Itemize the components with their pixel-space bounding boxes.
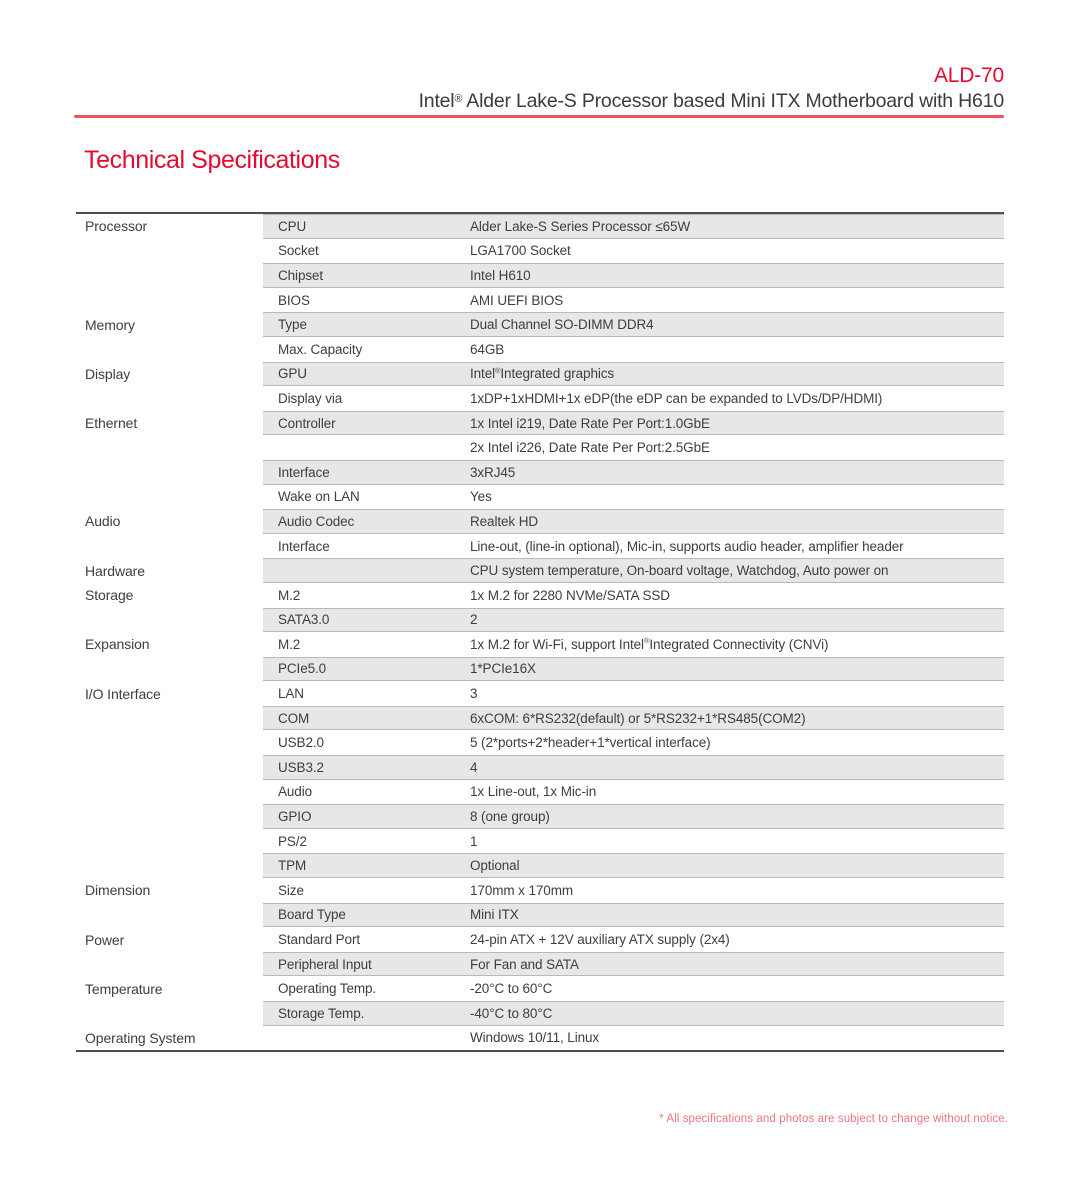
table-row [76,362,1004,387]
row-value: 8 (one group) [470,809,550,825]
row-value: Line-out, (line-in optional), Mic-in, supports audio header, amplifier header [470,538,904,554]
row-value: LGA1700 Socket [470,243,571,259]
row-value: Alder Lake-S Series Processor ≤65W [470,218,691,234]
row-label: Socket [278,243,319,259]
row-category [76,1001,263,1026]
row-category: Audio [76,509,263,534]
table-row [76,583,1004,608]
row-value: Intel ® Integrated graphics [470,365,615,382]
table-row [76,460,1004,485]
row-value: 6xCOM: 6*RS232(default) or 5*RS232+1*RS485(COM2) [470,710,806,726]
row-label: Chipset [278,267,324,283]
row-label: Peripheral Input [278,956,372,972]
row-band [263,435,1004,460]
row-band [263,263,1004,288]
row-band [263,534,1004,559]
row-label: Audio Codec [278,513,355,529]
row-value: 24-pin ATX + 12V auxiliary ATX supply (2x4) [470,932,730,948]
row-value: 1xDP+1xHDMI+1x eDP(the eDP can be expanded to LVDs/DP/HDMI) [470,390,883,406]
table-row [76,435,1004,460]
row-category [76,730,263,755]
row-band [263,411,1004,436]
table-row [76,337,1004,362]
row-value: -20°C to 60°C [470,981,553,997]
row-label: Display via [278,390,343,406]
row-band [263,730,1004,755]
spec-table [76,212,1004,1052]
table-row [76,903,1004,928]
table-row [76,288,1004,313]
row-category: Ethernet [76,411,263,436]
row-label: Controller [278,415,336,431]
row-value: Dual Channel SO-DIMM DDR4 [470,317,654,333]
row-band [263,681,1004,706]
table-row [76,263,1004,288]
table-row [76,608,1004,633]
table-row [76,730,1004,755]
table-row [76,1001,1004,1026]
row-category: Memory [76,312,263,337]
row-category [76,386,263,411]
row-category: Power [76,927,263,952]
row-category: Expansion [76,632,263,657]
table-row [76,411,1004,436]
row-label: SATA3.0 [278,612,330,628]
row-value: 2x Intel i226, Date Rate Per Port:2.5GbE [470,440,710,456]
row-band [263,1001,1004,1026]
row-band [263,312,1004,337]
row-band [263,780,1004,805]
row-value: 3 [470,686,478,702]
row-category [76,706,263,731]
table-row [76,1026,1004,1051]
row-band [263,632,1004,657]
row-label [263,558,470,583]
row-value: 1 [470,833,478,849]
table-row [76,214,1004,239]
table-row [76,312,1004,337]
row-category: Dimension [76,878,263,903]
row-label: Interface [278,464,330,480]
row-band [263,460,1004,485]
row-category [76,337,263,362]
row-category [76,460,263,485]
row-value: 1x Intel i219, Date Rate Per Port:1.0GbE [470,415,710,431]
row-value: 1*PCIe16X [470,661,536,677]
table-row [76,755,1004,780]
row-category [76,239,263,264]
row-value: Yes [470,489,492,505]
row-label: CPU [278,218,307,234]
row-label: Size [278,882,304,898]
table-row [76,534,1004,559]
row-category [76,780,263,805]
row-category: Storage [76,583,263,608]
row-value: 1x M.2 for 2280 NVMe/SATA SSD [470,587,670,603]
row-label: Storage Temp. [278,1005,365,1021]
row-value: Mini ITX [470,907,519,923]
row-category: Temperature [76,976,263,1001]
row-category [76,608,263,633]
row-category: Display [76,362,263,387]
row-band [263,608,1004,633]
table-row [76,558,1004,583]
row-label: Audio [278,784,313,800]
row-value: Windows 10/11, Linux [470,1030,600,1046]
row-band [263,976,1004,1001]
row-label: TPM [278,858,307,874]
row-category [76,903,263,928]
row-band [263,1026,1004,1051]
row-band [263,878,1004,903]
page-subtitle: Intel® Alder Lake-S Processor based Mini ITX Motherboard with H610 [418,90,1004,112]
table-row [76,239,1004,264]
row-category [76,952,263,977]
row-label: M.2 [278,587,301,603]
row-label: GPIO [278,809,312,825]
table-row [76,927,1004,952]
row-value: 3xRJ45 [470,464,516,480]
section-title: Technical Specifications [84,146,340,174]
table-row [76,632,1004,657]
row-value: 1x M.2 for Wi-Fi, support Intel ® Integrated Connectivity (CNVi) [470,636,829,652]
row-band [263,706,1004,731]
table-row [76,706,1004,731]
row-band [263,927,1004,952]
row-band [263,509,1004,534]
row-value: CPU system temperature, On-board voltage, Watchdog, Auto power on [470,563,889,579]
row-label: Operating Temp. [278,981,377,997]
row-category [76,534,263,559]
table-row [76,657,1004,682]
row-label: Max. Capacity [278,341,363,357]
footnote: * All specifications and photos are subject to change without notice. [659,1113,1008,1125]
row-label: Type [278,317,307,333]
row-band [263,952,1004,977]
row-value: 2 [470,612,478,628]
row-label: Board Type [278,907,346,923]
row-label: COM [278,710,310,726]
row-label: USB3.2 [278,759,324,775]
table-row [76,509,1004,534]
row-label: USB2.0 [278,735,324,751]
row-band [263,583,1004,608]
row-label: M.2 [278,636,301,652]
table-row [76,386,1004,411]
row-category [76,657,263,682]
table-row [76,878,1004,903]
row-label: PS/2 [278,833,307,849]
row-category: Processor [76,214,263,239]
row-band [263,239,1004,264]
row-label: GPU [278,366,307,382]
row-label: Standard Port [278,932,361,948]
row-value: 170mm x 170mm [470,882,573,898]
row-value: 4 [470,759,478,775]
row-value: Realtek HD [470,513,539,529]
row-band [263,829,1004,854]
row-category [76,829,263,854]
row-label: Wake on LAN [278,489,360,505]
product-model: ALD-70 [933,64,1004,87]
table-row [76,485,1004,510]
row-category [76,435,263,460]
row-band [263,386,1004,411]
row-category [76,485,263,510]
row-value: Optional [470,858,520,874]
table-row [76,976,1004,1001]
table-row [76,952,1004,977]
row-band [263,903,1004,928]
row-category [76,288,263,313]
header-underline [74,115,1004,118]
row-band [263,755,1004,780]
row-band [263,362,1004,387]
row-category: I/O Interface [76,681,263,706]
row-value: AMI UEFI BIOS [470,292,564,308]
row-category: Hardware [76,558,263,583]
row-value: 1x Line-out, 1x Mic-in [470,784,597,800]
row-band [263,657,1004,682]
row-label [263,435,470,460]
row-value: 5 (2*ports+2*header+1*vertical interface) [470,735,711,751]
row-label: Interface [278,538,330,554]
row-value: Intel H610 [470,267,531,283]
row-band [263,485,1004,510]
row-category [76,263,263,288]
row-band [263,804,1004,829]
row-category: Operating System [76,1026,263,1051]
row-label: LAN [278,686,304,702]
row-category [76,755,263,780]
row-band [263,558,1004,583]
row-label [263,1026,470,1051]
row-band [263,288,1004,313]
row-band [263,214,1004,239]
row-value: For Fan and SATA [470,956,579,972]
row-category [76,853,263,878]
row-band [263,337,1004,362]
table-row [76,780,1004,805]
table-row [76,829,1004,854]
table-row [76,804,1004,829]
row-value: 64GB [470,341,505,357]
table-row [76,681,1004,706]
row-label: PCIe5.0 [278,661,327,677]
row-label: BIOS [278,292,310,308]
row-band [263,853,1004,878]
row-value: -40°C to 80°C [470,1005,553,1021]
row-category [76,804,263,829]
table-row [76,853,1004,878]
